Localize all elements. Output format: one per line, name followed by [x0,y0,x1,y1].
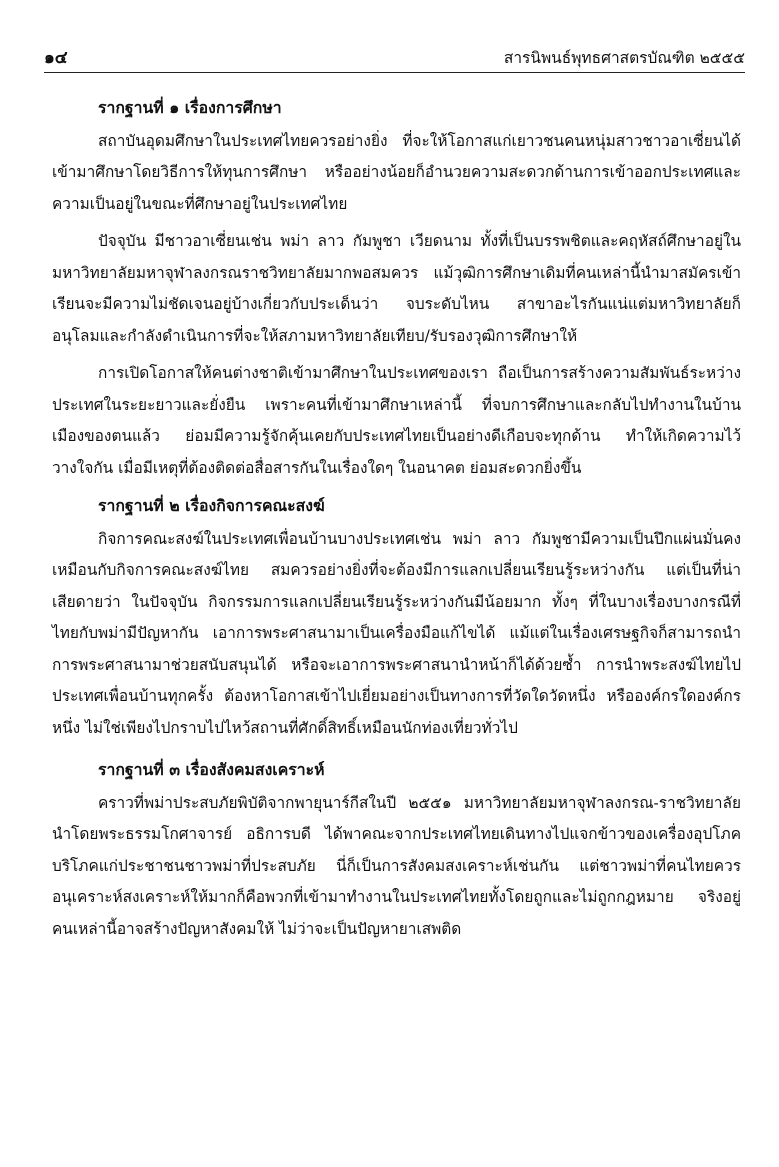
document-body [52,92,741,951]
paragraph: คราวที่พม่าประสบภัยพิบัติจากพายุนาร์กีสในปี ๒๕๕๑ มหาวิทยาลัยมหาจุฬาลงกรณ-ราชวิทยาลัย นำโดยพระธรรมโกศาจารย์ อธิการบดี ได้พาคณะจากประเทศไทยเดินทางไปแจกข้าวของเครื่องอุปโภคบริโภคแก่ประชาชนชาวพม่าที่ประสบภัย นี่ก็เป็นการสังคมสงเคราะห์เช่นกัน แต่ชาวพม่าที่คนไทยควรอนุเคราะห์สงเคราะห์ให้มากก็คือพวกที่เข้ามาทำงานในประเทศไทยทั้งโดยถูกและไม่ถูกกฎหมาย จริงอยู่ คนเหล่านี้อาจสร้างปัญหาสังคมให้ ไม่ว่าจะเป็นปัญหายาเสพติด [52,793,741,938]
section-sangha-affairs [52,490,741,744]
running-header [44,44,745,73]
paragraph: สถาบันอุดมศึกษาในประเทศไทยควรอย่างยิ่ง ที่จะให้โอกาสแก่เยาวชนคนหนุ่มสาวชาวอาเซี่ยนได้เข้ามาศึกษาโดยวิธีการให้ทุนการศึกษา หรืออย่างน้อยก็อำนวยความสะดวกด้านการเข้าออกประเทศและความเป็นอยู่ในขณะที่ศึกษาอยู่ในประเทศไทย [52,131,741,213]
paragraph: การเปิดโอกาสให้คนต่างชาติเข้ามาศึกษาในประเทศของเรา ถือเป็นการสร้างความสัมพันธ์ระหว่างประเทศในระยะยาวและยั่งยืน เพราะคนที่เข้ามาศึกษาเหล่านี้ ที่จบการศึกษาและกลับไปทำงานในบ้านเมืองของตนแล้ว ย่อมมีความรู้จักคุ้นเคยกับประเทศไทยเป็นอย่างดีเกือบจะทุกด้าน ทำให้เกิดความไว้วางใจกัน เมื่อมีเหตุที่ต้องติดต่อสื่อสารกันในเรื่องใดๆ ในอนาคต ย่อมสะดวกยิ่งขึ้น [52,364,741,477]
journal-title: สารนิพนธ์พุทธศาสตรบัณฑิต ๒๕๕๕ [503,49,745,67]
section-education [52,92,741,484]
paragraph: กิจการคณะสงฆ์ในประเทศเพื่อนบ้านบางประเทศเช่น พม่า ลาว กัมพูชามีความเป็นปึกแผ่นมั่นคงเหมือนกับกิจการคณะสงฆ์ไทย สมควรอย่างยิ่งที่จะต้องมีการแลกเปลี่ยนเรียนรู้ระหว่างกัน แต่เป็นที่น่าเสียดายว่า ในปัจจุบัน กิจกรรมการแลกเปลี่ยนเรียนรู้ระหว่างกันมีน้อยมาก ทั้งๆ ที่ในบางเรื่องบางกรณีที่ไทยกับพม่ามีปัญหากัน เอาการพระศาสนามาเป็นเครื่องมือแก้ไขได้ แม้แต่ในเรื่องเศรษฐกิจก็สามารถนำการพระศาสนามาช่วยสนับสนุนได้ หรือจะเอาการพระศาสนานำหน้าก็ได้ด้วยซ้ำ การนำพระสงฆ์ไทยไปประเทศเพื่อนบ้านทุกครั้ง ต้องหาโอกาสเข้าไปเยี่ยมอย่างเป็นทางการที่วัดใดวัดหนึ่ง หรือองค์กรใดองค์กรหนึ่ง ไม่ใช่เพียงไปกราบไปไหว้สถานที่ศักดิ์สิทธิ์เหมือนนักท่องเที่ยวทั่วไป [52,529,741,737]
section-heading: รากฐานที่ ๓ เรื่องสังคมสงเคราะห์ [98,760,325,779]
page-number: ๑๔ [44,48,68,68]
section-heading: รากฐานที่ ๑ เรื่องการศึกษา [98,98,282,117]
section-heading: รากฐานที่ ๒ เรื่องกิจการคณะสงฆ์ [98,496,325,515]
paragraph: ปัจจุบัน มีชาวอาเซี่ยนเช่น พม่า ลาว กัมพูชา เวียดนาม ทั้งที่เป็นบรรพชิตและคฤหัสถ์ศึกษาอยู่ในมหาวิทยาลัยมหาจุฬาลงกรณราชวิทยาลัยมากพอสมควร แม้วุฒิการศึกษาเดิมที่คนเหล่านี้นำมาสมัครเข้าเรียนจะมีความไม่ชัดเจนอยู่บ้างเกี่ยวกับประเด็นว่า จบระดับไหน สาขาอะไรกันแน่แต่มหาวิทยาลัยก็อนุโลมและกำลังดำเนินการที่จะให้สภามหาวิทยาลัยเทียบ/รับรองวุฒิการศึกษาให้ [52,232,741,345]
section-social-welfare [52,754,741,945]
